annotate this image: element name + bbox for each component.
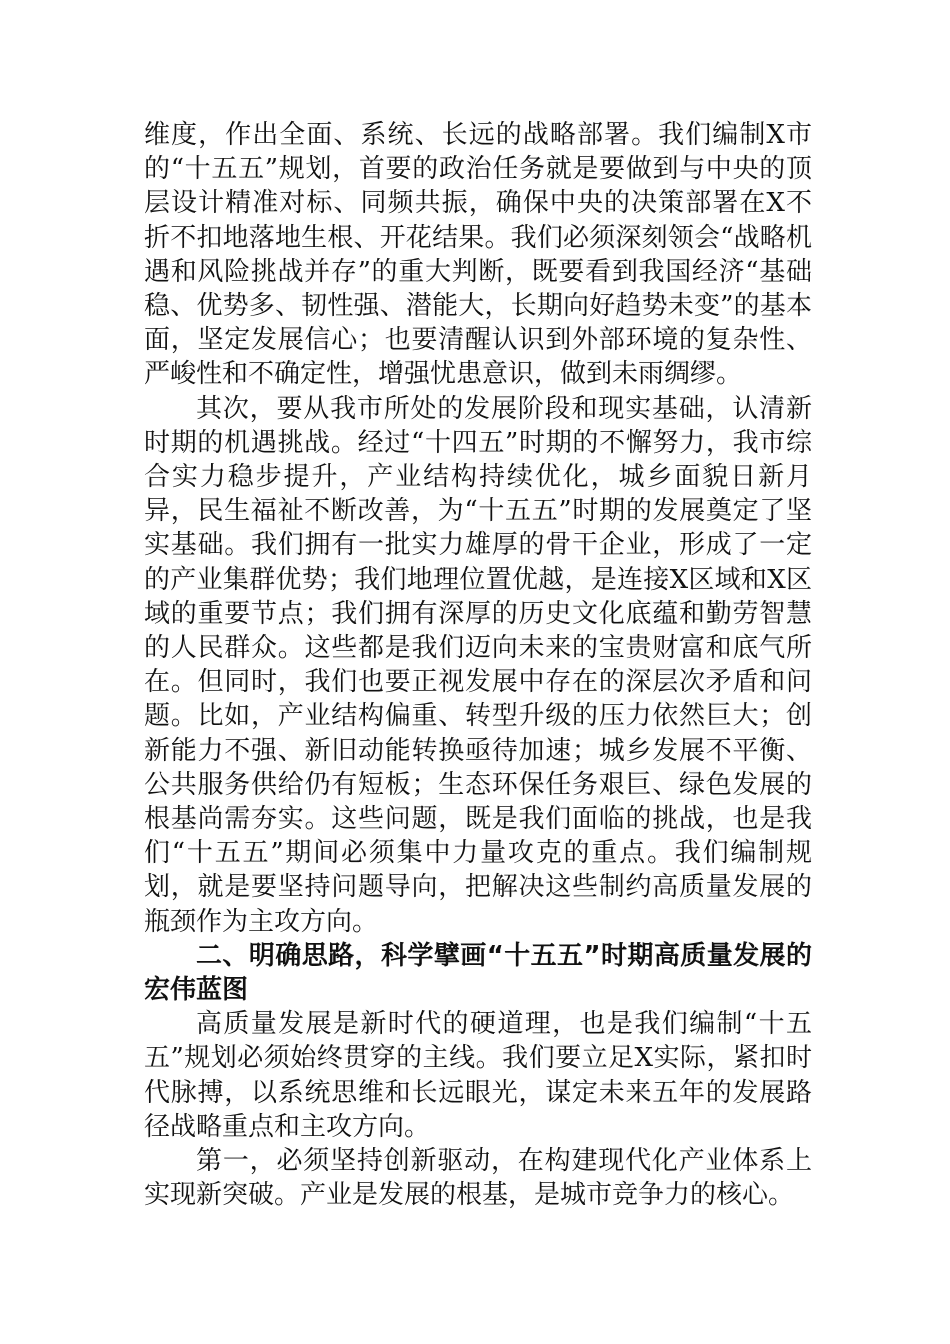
section-heading: 二、明确思路，科学擘画“十五五”时期高质量发展的宏伟蓝图	[144, 940, 812, 1006]
paragraph-high-quality: 高质量发展是新时代的硬道理，也是我们编制“十五五”规划必须始终贯穿的主线。我们要立足X实际，紧扣时代脉搏，以系统思维和长远眼光，谋定未来五年的发展路径战略重点和主攻方向。	[144, 1009, 812, 1142]
document-body	[144, 118, 812, 1213]
paragraph-second: 其次，要从我市所处的发展阶段和现实基础，认清新时期的机遇挑战。经过“十四五”时期的不懈努力，我市综合实力稳步提升，产业结构持续优化，城乡面貌日新月异，民生福祉不断改善，为“十五五”时期的发展奠定了坚实基础。我们拥有一批实力雄厚的骨干企业，形成了一定的产业集群优势；我们地理位置优越，是连接X区域和X区域的重要节点；我们拥有深厚的历史文化底蕴和勤劳智慧的人民群众。这些都是我们迈向未来的宝贵财富和底气所在。但同时，我们也要正视发展中存在的深层次矛盾和问题。比如，产业结构偏重、转型升级的压力依然巨大；创新能力不强、新旧动能转换亟待加速；城乡发展不平衡、公共服务供给仍有短板；生态环保任务艰巨、绿色发展的根基尚需夯实。这些问题，既是我们面临的挑战，也是我们“十五五”期间必须集中力量攻克的重点。我们编制规划，就是要坚持问题导向，把解决这些制约高质量发展的瓶颈作为主攻方向。	[144, 393, 812, 937]
paragraph-continuation: 维度，作出全面、系统、长远的战略部署。我们编制X市的“十五五”规划，首要的政治任务就是要做到与中央的顶层设计精准对标、同频共振，确保中央的决策部署在X不折不扣地落地生根、开花结果。我们必须深刻领会“战略机遇和风险挑战并存”的重大判断，既要看到我国经济“基础稳、优势多、韧性强、潜能大，长期向好趋势未变”的基本面，坚定发展信心；也要清醒认识到外部环境的复杂性、严峻性和不确定性，增强忧患意识，做到未雨绸缪。	[144, 120, 812, 390]
paragraph-first-point: 第一，必须坚持创新驱动，在构建现代化产业体系上实现新突破。产业是发展的根基，是城市竞争力的核心。	[144, 1146, 812, 1211]
